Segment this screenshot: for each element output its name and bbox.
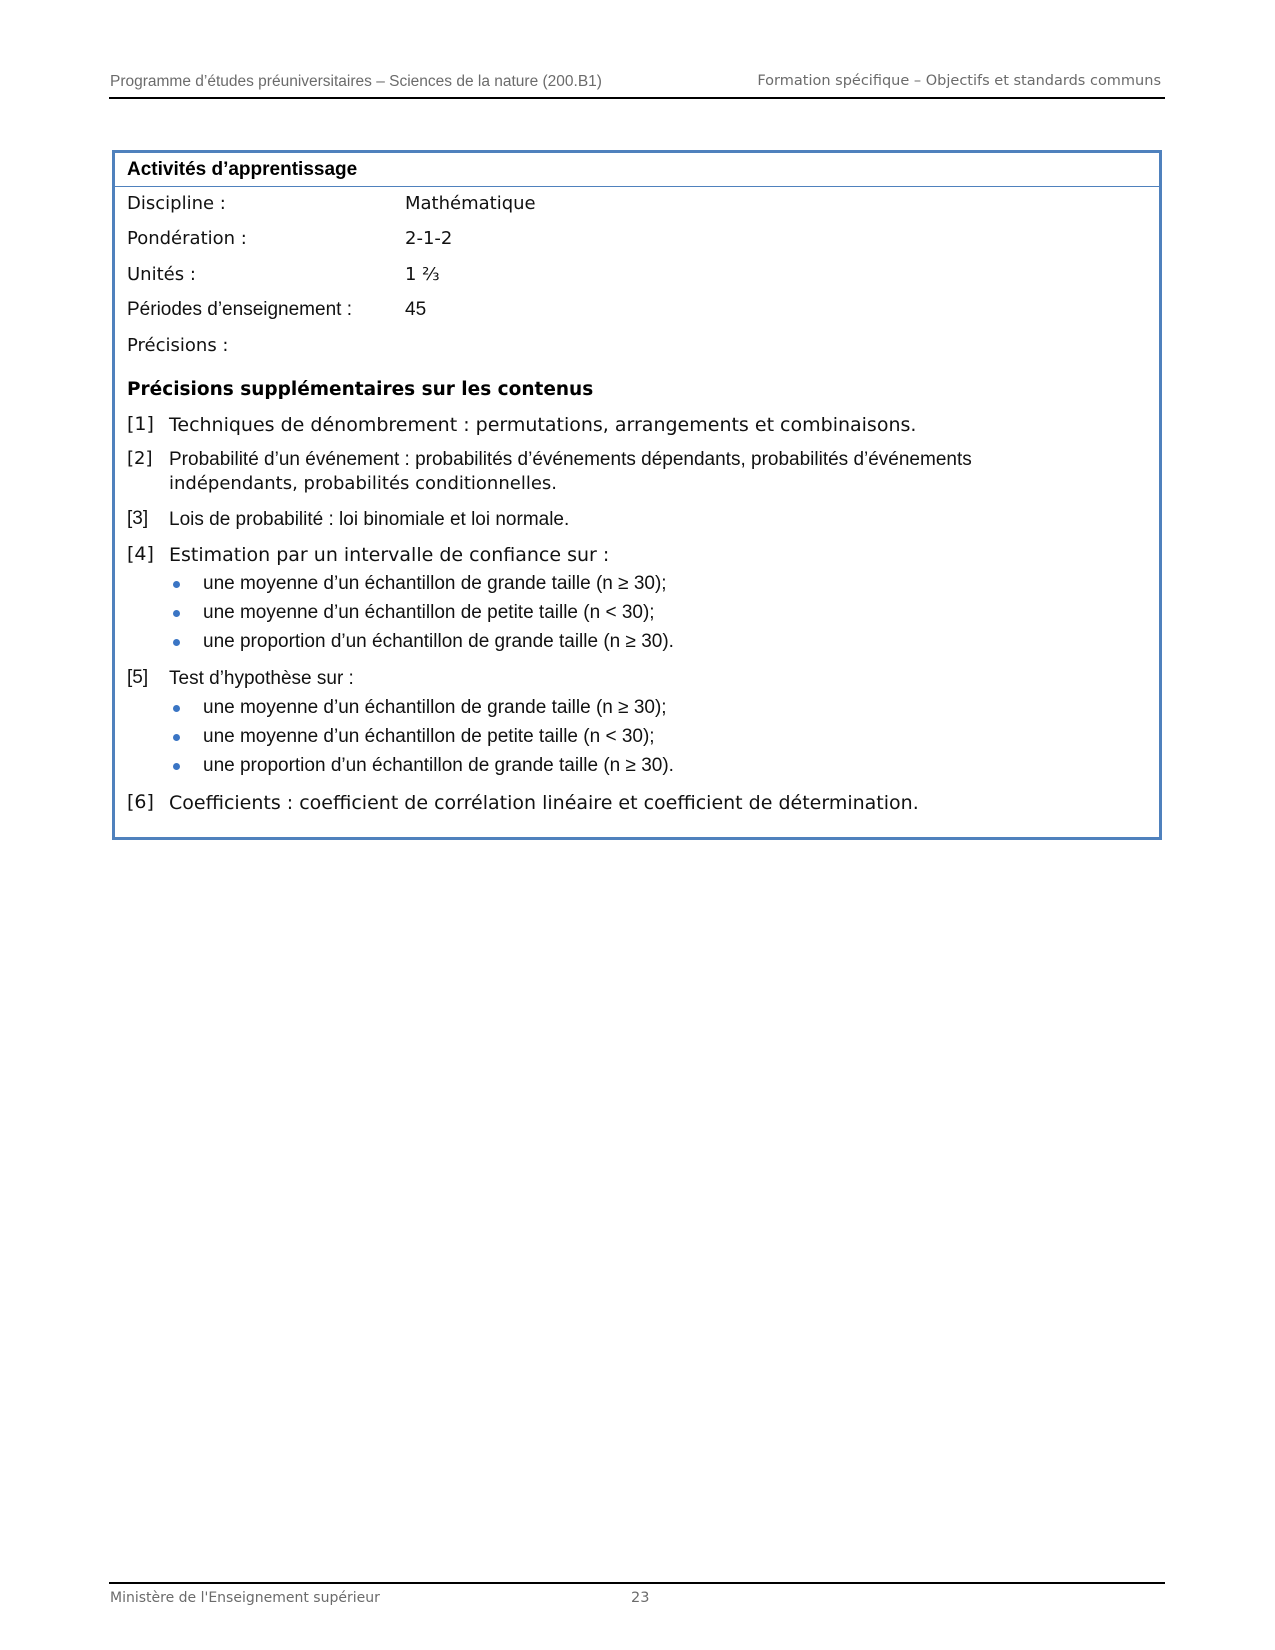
field-label: Unités : [127,264,196,285]
item-text: Techniques de dénombrement : permutations, arrangements et combinaisons. [169,414,917,436]
bullet-icon [173,610,180,617]
item-text: Estimation par un intervalle de confiance sur : [169,544,610,566]
item-text: Probabilité d’un événement : probabilités d’événements dépendants, probabilités d’événements [169,449,972,470]
item-number: [6] [127,791,154,813]
item-number: [1] [127,413,154,435]
bullet-icon [173,734,180,741]
bullet-text: une moyenne d’un échantillon de petite taille (n < 30); [203,726,655,747]
item-text: Lois de probabilité : loi binomiale et loi normale. [169,509,570,530]
field-value: 45 [405,299,427,320]
item-number: [5] [127,667,149,688]
item-text: Coefficients : coefficient de corrélation linéaire et coefficient de détermination. [169,792,919,814]
page-header [109,73,1165,99]
bullet-text: une moyenne d’un échantillon de petite taille (n < 30); [203,602,655,623]
item-number: [4] [127,543,154,565]
bullet-icon [173,639,180,646]
page-number: 23 [631,1590,650,1606]
item-number: [3] [127,508,149,529]
field-value: 1 ⅔ [405,264,440,285]
header-program-title: Programme d’études préuniversitaires – Sciences de la nature (200.B1) [110,73,602,90]
item-number: [2] [127,448,153,469]
bullet-icon [173,705,180,712]
bullet-text: une proportion d’un échantillon de grande taille (n ≥ 30). [203,755,674,776]
field-label: Précisions : [127,335,229,356]
field-value: 2-1-2 [405,228,453,249]
header-section-title: Formation spécifique – Objectifs et standards communs [757,73,1161,89]
field-label: Pondération : [127,228,247,249]
item-text-continued: indépendants, probabilités conditionnelles. [169,473,558,494]
box-title: Activités d’apprentissage [115,153,1159,187]
bullet-icon [173,763,180,770]
bullet-text: une moyenne d’un échantillon de grande taille (n ≥ 30); [203,573,667,594]
field-label: Périodes d’enseignement : [127,299,352,320]
bullet-text: une moyenne d’un échantillon de grande taille (n ≥ 30); [203,697,667,718]
content-subtitle: Précisions supplémentaires sur les contenus [127,379,594,400]
bullet-text: une proportion d’un échantillon de grande taille (n ≥ 30). [203,631,674,652]
page-footer [109,1582,1165,1606]
item-text: Test d’hypothèse sur : [169,668,354,689]
learning-activities-box [112,150,1162,840]
field-value: Mathématique [405,193,536,214]
field-label: Discipline : [127,193,226,214]
footer-ministry: Ministère de l'Enseignement supérieur [110,1590,380,1606]
bullet-icon [173,581,180,588]
